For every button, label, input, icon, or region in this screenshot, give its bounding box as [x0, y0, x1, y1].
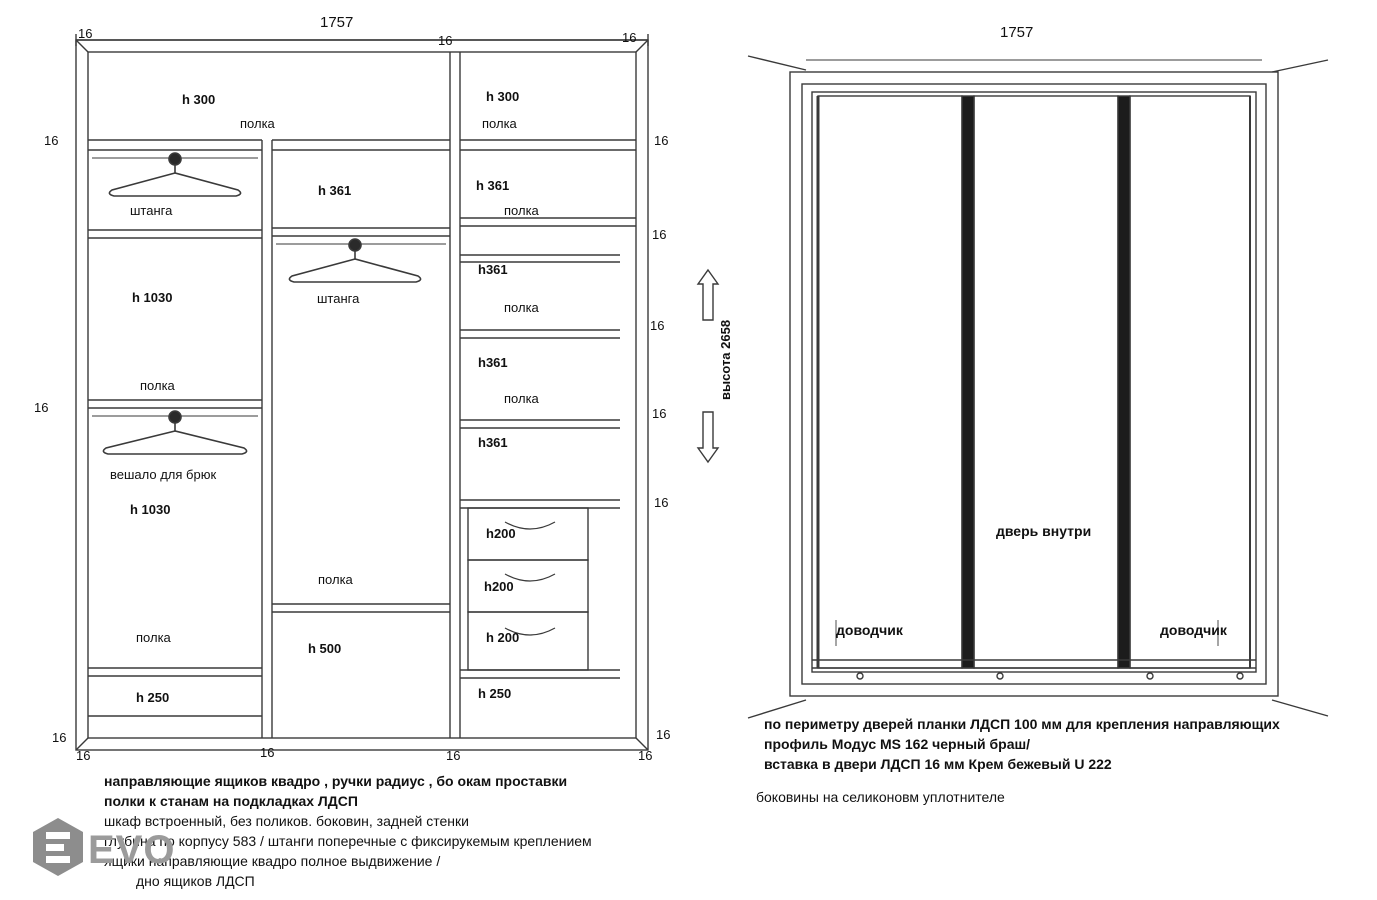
col1-h1030-b: h 1030 [130, 502, 171, 517]
dim-bottom-16-b: 16 [260, 745, 275, 760]
note-left-2: полки к станам на подкладках ЛДСП [104, 793, 358, 809]
col3-shelf-2: полка [504, 203, 539, 218]
col3-h361-2: h361 [478, 262, 508, 277]
dim-bottom-16-a: 16 [76, 748, 91, 763]
watermark-text: EVO [88, 828, 176, 872]
col1-shelf-top: полка [240, 116, 275, 131]
dim-right-16-a: 16 [654, 133, 669, 148]
note-left-6: дно ящиков ЛДСП [136, 873, 255, 889]
note-right-2: профиль Модус MS 162 черный браш/ [764, 736, 1031, 752]
left-top-dimension: 1757 [320, 14, 354, 31]
col2-shelf: полка [318, 572, 353, 587]
col2-h361: h 361 [318, 183, 352, 198]
col1-rail-label: штанга [130, 203, 173, 218]
dim-left-16-b: 16 [34, 400, 49, 415]
dim-bottom-16-d: 16 [638, 748, 653, 763]
col1-trouser-hanger: вешало для брюк [110, 467, 217, 482]
dim-right-16-e: 16 [654, 495, 669, 510]
note-right-4: боковины на селиконовм уплотнителе [756, 789, 1005, 805]
col1-shelf-low: полка [136, 630, 171, 645]
dim-bottom-16-c: 16 [446, 748, 461, 763]
col2-h500: h 500 [308, 641, 342, 656]
col3-h361-4: h361 [478, 435, 508, 450]
note-left-1: направляющие ящиков квадро , ручки радиус , бо окам проставки [104, 773, 568, 789]
dim-right-16-d: 16 [652, 406, 667, 421]
col3-shelf-3: полка [504, 300, 539, 315]
note-right-1: по периметру дверей планки ЛДСП 100 мм для крепления направляющих [764, 716, 1280, 732]
dim-right-16-f: 16 [656, 727, 671, 742]
dim-right-16-c: 16 [650, 318, 665, 333]
col1-h300: h 300 [182, 92, 216, 107]
height-label: высота 2658 [718, 319, 733, 400]
col3-drawer-h200-3: h 200 [486, 630, 520, 645]
watermark-hex-icon [30, 816, 86, 878]
col3-h300: h 300 [486, 89, 520, 104]
dim-right-16-b: 16 [652, 227, 667, 242]
col3-shelf-1: полка [482, 116, 517, 131]
col3-drawer-h200-1: h200 [486, 526, 516, 541]
col1-shelf-mid: полка [140, 378, 175, 393]
right-top-dimension: 1757 [1000, 24, 1034, 41]
col1-h250: h 250 [136, 690, 170, 705]
dim-left-16-a: 16 [44, 133, 59, 148]
dim-left-16-c: 16 [52, 730, 67, 745]
note-left-4: глубина по корпусу 583 / штанги поперечные с фиксирукемым креплением [104, 833, 592, 849]
dim-top-left-16: 16 [78, 26, 93, 41]
col3-h361-1: h 361 [476, 178, 510, 193]
col1-h1030-a: h 1030 [132, 290, 173, 305]
closer-right-label: доводчик [1160, 622, 1227, 638]
dim-top-mid-16: 16 [438, 33, 453, 48]
note-right-3: вставка в двери ЛДСП 16 мм Крем бежевый U 222 [764, 756, 1112, 772]
door-inside-label: дверь внутри [996, 523, 1092, 539]
col2-rail-label: штанга [317, 291, 360, 306]
note-left-5: ящики направляющие квадро полное выдвижение / [104, 853, 441, 869]
dim-top-right-16: 16 [622, 30, 637, 45]
watermark [30, 812, 200, 882]
closer-left-label: доводчик [836, 622, 903, 638]
note-left-3: шкаф встроенный, без поликов. боковин, задней стенки [104, 813, 469, 829]
col3-h361-3: h361 [478, 355, 508, 370]
col3-drawer-h200-2: h200 [484, 579, 514, 594]
col3-shelf-4: полка [504, 391, 539, 406]
col3-h250: h 250 [478, 686, 512, 701]
